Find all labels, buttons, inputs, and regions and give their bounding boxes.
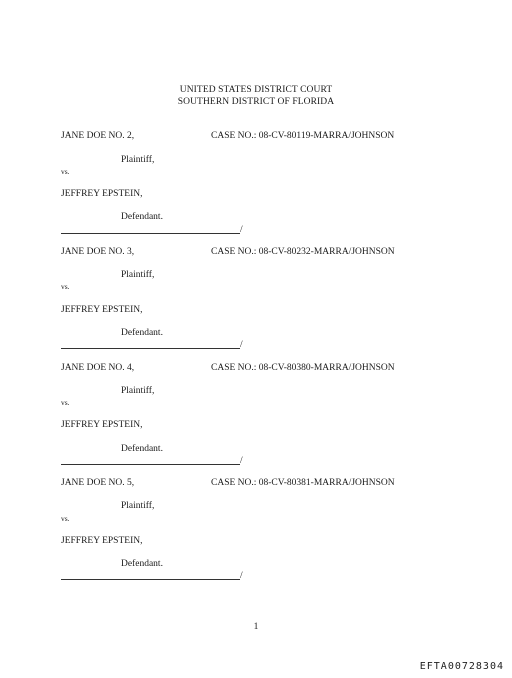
plaintiff-role: Plaintiff, <box>121 501 155 511</box>
caption-slash: / <box>240 571 243 581</box>
defendant-name: JEFFREY EPSTEIN, <box>61 189 143 199</box>
plaintiff-name: JANE DOE NO. 2, <box>61 131 135 141</box>
plaintiff-name: JANE DOE NO. 3, <box>61 247 135 257</box>
plaintiff-role: Plaintiff, <box>121 270 155 280</box>
defendant-name: JEFFREY EPSTEIN, <box>61 536 143 546</box>
case-number: CASE NO.: 08-CV-80380-MARRA/JOHNSON <box>211 363 395 373</box>
plaintiff-name: JANE DOE NO. 5, <box>61 478 135 488</box>
versus-label: vs. <box>61 282 70 291</box>
caption-slash: / <box>240 456 243 466</box>
defendant-role: Defendant. <box>121 328 163 338</box>
defendant-role: Defendant. <box>121 444 163 454</box>
bates-number: EFTA00728304 <box>419 661 504 672</box>
caption-rule <box>61 579 240 580</box>
versus-label: vs. <box>61 514 70 523</box>
case-number: CASE NO.: 08-CV-80232-MARRA/JOHNSON <box>211 247 395 257</box>
defendant-role: Defendant. <box>121 212 163 222</box>
page-number: 1 <box>253 622 259 632</box>
caption-slash: / <box>240 225 243 235</box>
defendant-name: JEFFREY EPSTEIN, <box>61 420 143 430</box>
defendant-name: JEFFREY EPSTEIN, <box>61 305 143 315</box>
defendant-role: Defendant. <box>121 559 163 569</box>
case-number: CASE NO.: 08-CV-80381-MARRA/JOHNSON <box>211 478 395 488</box>
plaintiff-role: Plaintiff, <box>121 155 155 165</box>
caption-rule <box>61 464 240 465</box>
versus-label: vs. <box>61 167 70 176</box>
plaintiff-role: Plaintiff, <box>121 386 155 396</box>
court-district: SOUTHERN DISTRICT OF FLORIDA <box>177 97 335 107</box>
plaintiff-name: JANE DOE NO. 4, <box>61 363 135 373</box>
case-number: CASE NO.: 08-CV-80119-MARRA/JOHNSON <box>211 131 395 141</box>
caption-rule <box>61 348 240 349</box>
caption-rule <box>61 233 240 234</box>
versus-label: vs. <box>61 398 70 407</box>
caption-slash: / <box>240 340 243 350</box>
court-name: UNITED STATES DISTRICT COURT <box>179 85 333 95</box>
